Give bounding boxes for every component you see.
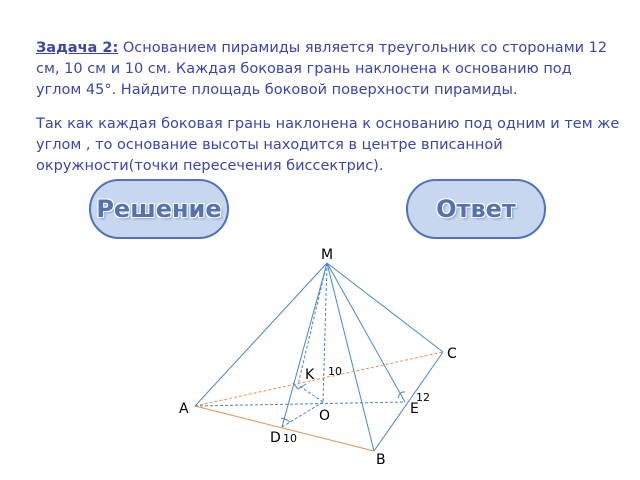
length-label-ab: 10 [283,432,297,445]
height-mo [323,263,327,402]
point-label-k: K [305,367,315,383]
task-label: Задача 2: [36,40,119,56]
solution-button[interactable]: Решение [89,179,229,239]
edge-ac-hidden [195,352,443,406]
edge-mc [327,263,443,352]
task-text: Основанием пирамиды является треугольник со сторонами 12 см, 10 см и 10 см. Каждая боковая грань наклонена к основанию под углом 45°. Найдите площадь боковой поверхности пирамиды. [36,40,608,98]
explanation-text: Так как каждая боковая грань наклонена к основанию под одним и тем же углом , то основание высоты находится в центре вписанной окружности(точки пересечения биссектрис). [36,116,620,174]
point-label-c: C [447,346,457,362]
point-label-a: A [179,401,189,417]
point-label-o: O [319,408,331,424]
apothem-me [327,263,405,402]
point-label-m: M [321,247,334,263]
angle-mark-d [281,418,290,422]
edge-mb [327,263,374,451]
edge-bc [374,352,443,451]
point-label-e: E [410,401,419,417]
segment-ok [298,385,323,402]
answer-button[interactable]: Ответ [406,179,546,239]
length-label-bc: 12 [416,391,430,404]
point-label-b: B [376,452,386,468]
length-label-ac: 10 [328,365,342,378]
segment-ao [195,402,405,406]
point-label-d: D [270,430,281,446]
